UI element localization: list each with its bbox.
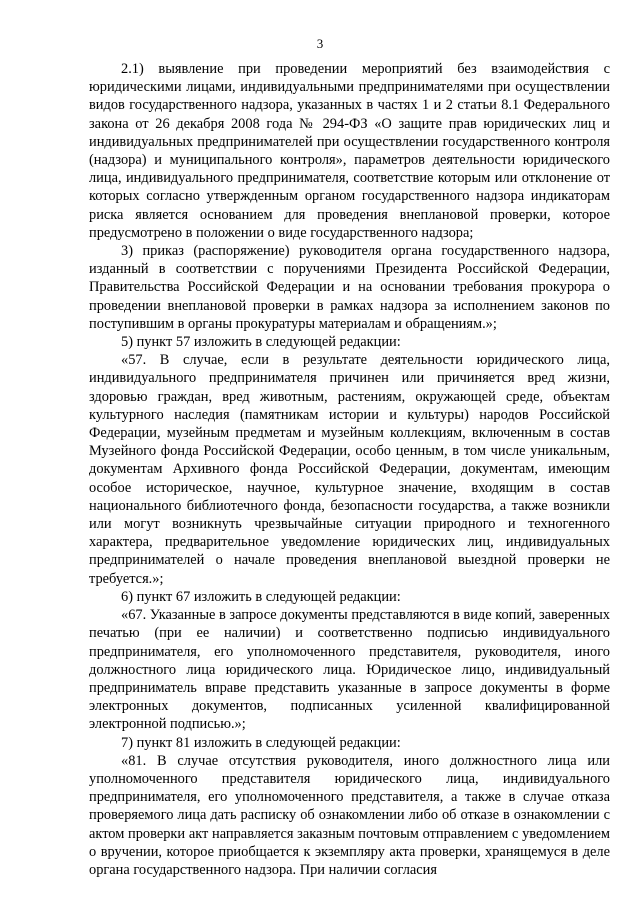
- paragraph-57: «57. В случае, если в результате деятельности юридического лица, индивидуального предпринимателя причинен или причиняется вред жизни, здоровью граждан, вред животным, растениям, окружающей среде, объектам культурного наследия (памятникам истории и культуры) народов Российской Федерации, музейным предметам и музейным коллекциям, включенным в состав Музейного фонда Российской Федерации, особо ценным, в том числе уникальным, документам Архивного фонда Российской Федерации, документам, имеющим особое историческое, научное, культурное значение, входящим в состав национального библиотечного фонда, безопасности государства, а также возникли или могут возникнуть чрезвычайные ситуации природного и техногенного характера, предварительное уведомление юридических лиц, индивидуальных предпринимателей о начале проведения внеплановой выездной проверки не требуется.»;: [89, 352, 610, 587]
- paragraph-5-heading: 5) пункт 57 изложить в следующей редакции:: [121, 334, 401, 351]
- document-body: [89, 60, 610, 879]
- paragraph-81: «81. В случае отсутствия руководителя, иного должностного лица или уполномоченного представителя юридического лица, индивидуального предпринимателя, его уполномоченного представителя, а также в случае отказа проверяемого лица дать расписку об ознакомлении либо об отказе в ознакомлении с актом проверки акт направляется заказным почтовым отправлением с уведомлением о вручении, которое приобщается к экземпляру акта проверки, хранящемуся в деле органа государственного надзора. При наличии согласия: [89, 752, 610, 878]
- paragraph-6-heading: 6) пункт 67 изложить в следующей редакции:: [121, 588, 401, 605]
- page-number: 3: [316, 36, 324, 51]
- paragraph-2-1: 2.1) выявление при проведении мероприятий без взаимодействия с юридическими лицами, индивидуальными предпринимателями при осуществлении видов государственного надзора, указанных в частях 1 и 2 статьи 8.1 Федерального закона от 26 декабря 2008 года № 294-ФЗ «О защите прав юридических лиц и индивидуальных предпринимателей при осуществлении государственного контроля (надзора) и муниципального контроля», параметров деятельности юридического лица, индивидуального предпринимателя, соответствие которым или отклонение от которых согласно утвержденным органом государственного надзора индикаторам риска является основанием для проведения внеплановой проверки, которое предусмотрено в положении о виде государственного надзора;: [89, 61, 610, 241]
- paragraph-7-heading: 7) пункт 81 изложить в следующей редакции:: [121, 734, 401, 751]
- paragraph-3: 3) приказ (распоряжение) руководителя органа государственного надзора, изданный в соответствии с поручениями Президента Российской Федерации, Правительства Российской Федерации и на основании требования прокурора о проведении внеплановой проверки в рамках надзора за исполнением законов по поступившим в органы прокуратуры материалам и обращениям.»;: [89, 243, 610, 332]
- paragraph-67: «67. Указанные в запросе документы представляются в виде копий, заверенных печатью (при ее наличии) и соответственно подписью индивидуального предпринимателя, его уполномоченного представителя, руководителя, иного должностного лица юридического лица. Юридическое лицо, индивидуальный предприниматель вправе представить указанные в запросе документы в форме электронных документов, подписанных усиленной квалифицированной электронной подписью.»;: [89, 607, 610, 733]
